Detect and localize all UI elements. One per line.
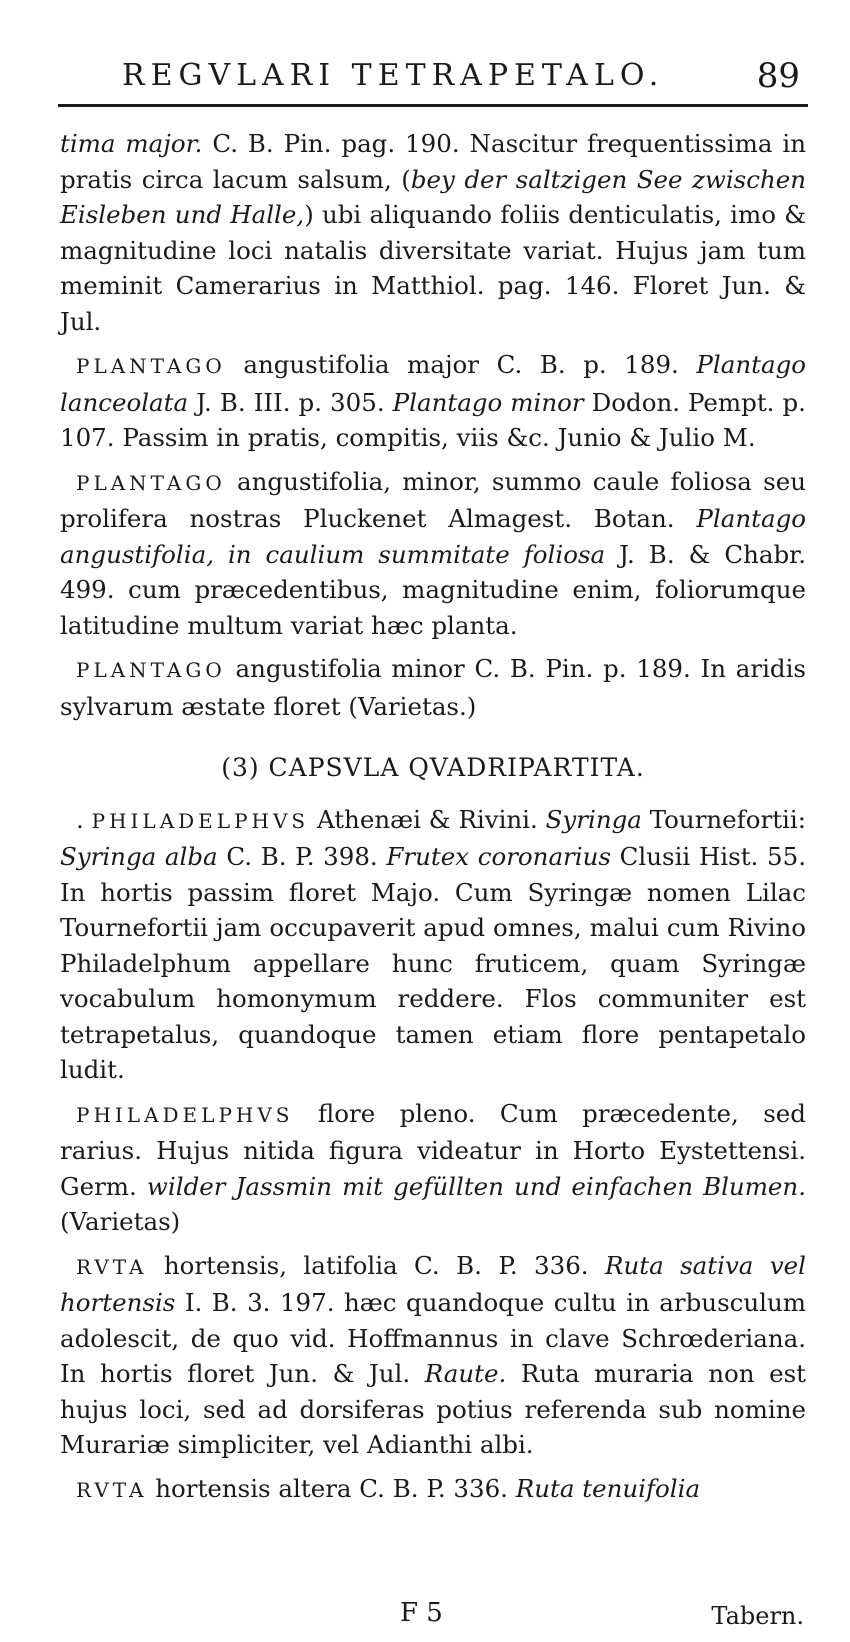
header-rule [58,104,808,107]
italic-text: Ruta sativa vel hortensis [60,1250,806,1317]
catchword: Tabern. [711,1602,804,1630]
entry-plantago-minor [60,651,806,724]
body-text [60,126,806,1508]
section-heading: (3) CAPSVLA QVADRIPARTITA. [221,753,645,782]
entry-ruta-latifolia [60,1248,806,1463]
italic-text: Plantago angustifolia, in caulium summitate foliosa [60,504,806,569]
roman-text: (Varietas) [60,1207,181,1236]
roman-text: I. B. 3. 197. hæc quandoque cultu in arbusculum adolescit, de quo vid. Hoffmannus in clave Schrœderiana. In hortis floret Jun. & Jul. [60,1288,806,1388]
italic-text: tima major. [60,129,203,158]
entry-lemma: PLANTAGO [76,470,226,495]
roman-text: J. B. III. p. 305. [188,387,393,417]
roman-text: angustifolia major C. B. p. 189. [225,350,697,379]
roman-text: hortensis altera C. B. P. 336. [147,1473,516,1503]
roman-text: . [76,804,92,834]
italic-text: bey der saltzigen See zwischen Eisleben und Halle, [60,164,807,229]
entry-lemma: PLANTAGO [76,658,226,682]
entry-lemma: PHILADELPHVS [76,1102,294,1127]
entry-plantago-major [60,347,806,456]
running-title: REGVLARI TETRAPETALO. [122,58,665,93]
roman-text: Tournefortii: [641,804,806,834]
italic-text: Ruta tenuifolia [515,1473,701,1503]
roman-text: ) ubi aliquando foliis denticulatis, imo & magnitudine loci natalis diversitate variat. Hujus jam tum meminit Camerarius in Matthiol. pag. 146. Floret Jun. & Jul. [60,200,807,336]
roman-text: Athenæi & Rivini. [309,804,546,834]
italic-text: Raute. [424,1359,507,1388]
entry-lemma: RVTA [76,1477,148,1502]
italic-text: Syringa alba [60,842,218,871]
paragraph-continuation [60,126,806,339]
page-number: 89 [756,56,800,96]
entry-plantago-prolifera [60,464,806,644]
roman-text: flore pleno. Cum præcedente, sed rarius. Hujus nitida figura videatur in Horto Eystettensi. Germ. [60,1098,806,1201]
roman-text: Clusii Hist. 55. In hortis passim floret Majo. Cum Syringæ nomen Lilac Tournefortii jam occupaverit apud omnes, malui cum Rivino Philadelphum appellare hunc fruticem, quam Syringæ vocabulum homonymum reddere. Flos communiter est tetrapetalus, quandoque tamen etiam flore pentapetalo ludit. [60,842,806,1084]
italic-text: wilder Jassmin mit gefüllten und einfachen Blumen. [146,1171,806,1201]
entry-ruta-altera [60,1471,806,1509]
running-head [58,52,808,100]
roman-text: hortensis, latifolia C. B. P. 336. [147,1250,606,1280]
entry-lemma: PHILADELPHVS [91,808,310,833]
entry-lemma: PLANTAGO [76,354,226,378]
roman-text: C. B. Pin. pag. 190. Nascitur frequentissima in pratis circa lacum salsum, ( [60,129,806,194]
entry-lemma: RVTA [76,1254,148,1279]
roman-text: angustifolia, minor, summo caule foliosa seu prolifera nostras Pluckenet Almagest. Botan. [60,466,806,533]
roman-text: Ruta muraria non est hujus loci, sed ad dorsiferas potius referenda sub nomine Murariæ simpliciter, vel Adianthi albi. [60,1359,806,1459]
italic-text: Plantago minor [392,387,584,417]
roman-text: angustifolia minor C. B. Pin. p. 189. In aridis sylvarum æstate floret (Varietas.) [60,654,806,721]
roman-text: J. B. & Chabr. 499. cum præcedentibus, magnitudine enim, foliorumque latitudine multum variat hæc planta. [60,539,806,640]
roman-text: Dodon. Pempt. p. 107. Passim in pratis, compitis, viis &c. Junio & Julio M. [60,387,806,452]
entry-philadelphus [60,802,806,1088]
italic-text: Frutex coronarius [386,842,611,871]
signature-mark: F 5 [400,1598,443,1628]
entry-philadelphus-pleno [60,1096,806,1240]
page-footer [60,1598,806,1638]
italic-text: Syringa [545,804,642,834]
italic-text: Plantago lanceolata [60,350,806,417]
roman-text: C. B. P. 398. [217,842,387,871]
